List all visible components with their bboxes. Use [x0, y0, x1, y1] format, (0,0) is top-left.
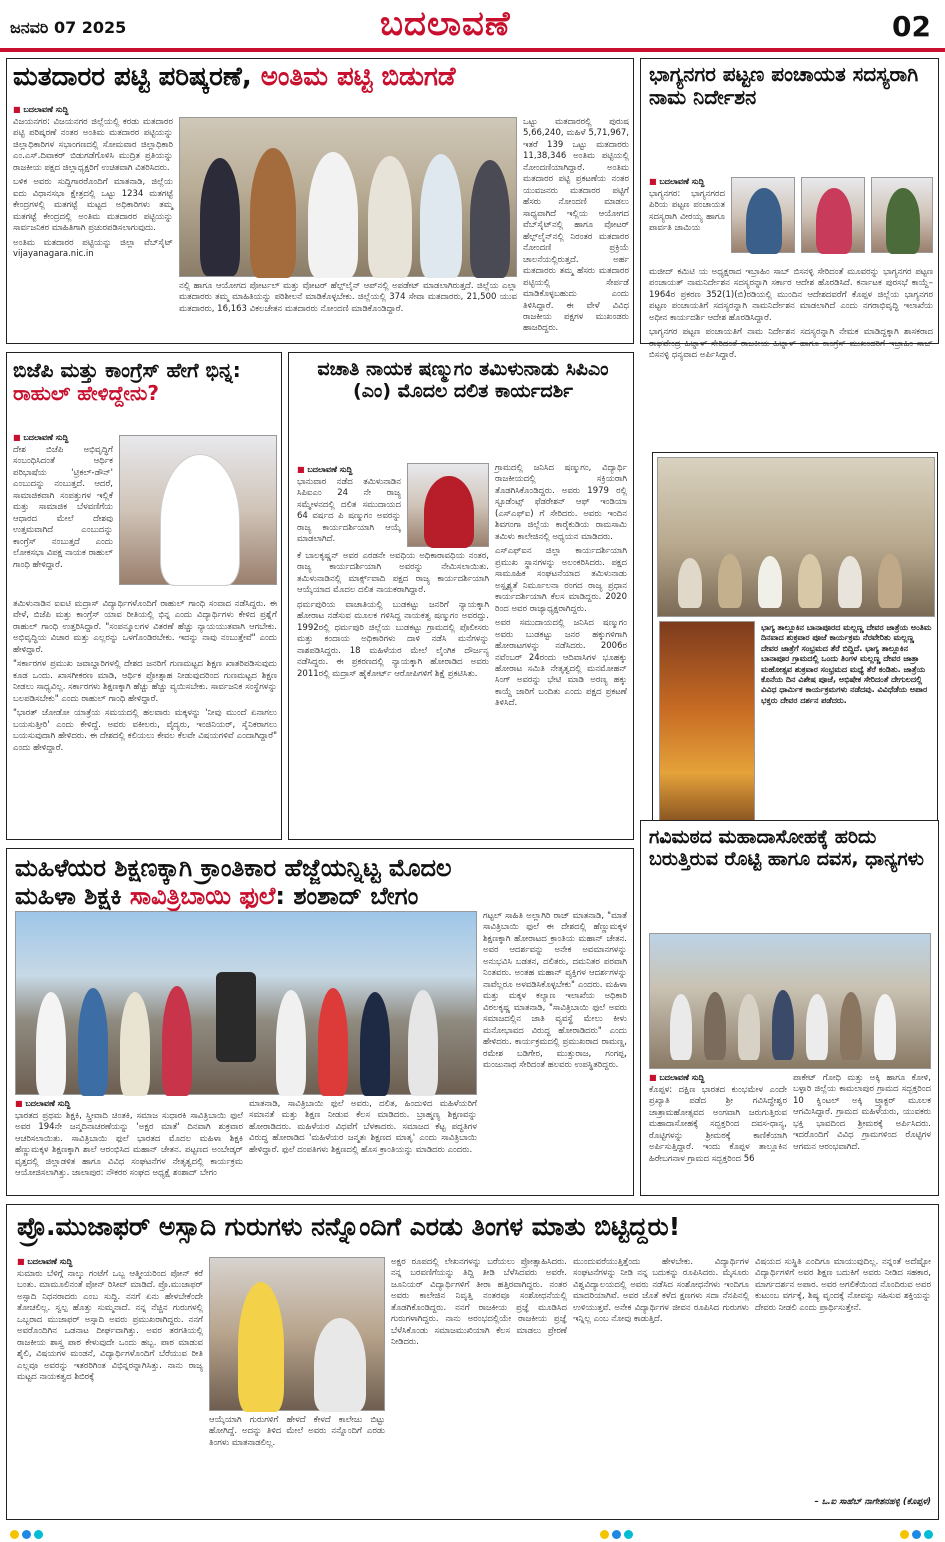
- footer-dot: [10, 1530, 19, 1539]
- phule-event-photo: [15, 911, 477, 1095]
- article-byline: ■ ಬದಲಾವಣೆ ಸುದ್ದಿ: [297, 465, 352, 475]
- masthead: [0, 0, 945, 52]
- article-byline: ■ ಬದಲಾವಣೆ ಸುದ್ದಿ: [649, 177, 704, 187]
- article-body: ತಮಿಳುನಾಡಿನ ಐಐಟಿ ಮದ್ರಾಸ್ ವಿದ್ಯಾರ್ಥಿಗಳೊಂದಿಗೆ ರಾಹುಲ್ ಗಾಂಧಿ ಸಂವಾದ ನಡೆಸಿದ್ದರು. ಈ ವೇಳೆ, ಬಿಜೆಪಿ ಮತ್ತು ಕಾಂಗ್ರೆಸ್ ಯಾವ ರೀತಿಯಲ್ಲಿ ಭಿನ್ನ ಎಂದು ವಿದ್ಯಾರ್ಥಿಗಳು ಕೇಳಿದ ಪ್ರಶ್ನೆಗೆ ರಾಹುಲ್ ಗಾಂಧಿ ಉತ್ತರಿಸಿದ್ದಾರೆ. "ಸಂಪನ್ಮೂಲಗಳ ವಿತರಣೆ ಹೆಚ್ಚು ನ್ಯಾಯಯುತವಾಗಿ ಆಗಬೇಕು. ಅಭಿವೃದ್ಧಿಯ ವಿಚಾರ ಮತ್ತು ಎಲ್ಲರನ್ನು ಒಳಗೊಂಡಿರಬೇಕು. ಇದನ್ನು ನಾವು ನಂಬುತ್ತೇವೆ" ಎಂದು ಹೇಳಿದ್ದಾರೆ. "ಸರ್ಕಾರಗಳ ಪ್ರಮುಖ ಜವಾಬ್ದಾರಿಗಳಲ್ಲಿ ದೇಶದ ಜನರಿಗೆ ಗುಣಮಟ್ಟದ ಶಿಕ್ಷಣ ಖಾತರಿಪಡಿಸುವುದು ಕೂಡ ಒಂದು. ಖಾಸಗೀಕರಣ ಮಾಡಿ, ಆರ್ಥಿಕ ಪ್ರೋತ್ಸಾಹ ನೀಡುವುದರಿಂದ ಗುಣಮಟ್ಟದ ಶಿಕ್ಷಣ ನೀಡಲು ಸಾಧ್ಯವಿಲ್ಲ. ಸರ್ಕಾರಗಳು ಶಿಕ್ಷಣಕ್ಕಾಗಿ ಹೆಚ್ಚು ಹೆಚ್ಚು ವ್ಯಯಿಸಬೇಕು. ಸಾರ್ವಜನಿಕ ಸಂಸ್ಥೆಗಳನ್ನು ಬಲಪಡಿಸಬೇಕು" ಎಂದು ರಾಹುಲ್ ಗಾಂಧಿ ಹೇಳಿದ್ದಾರೆ. "ಭಾರತ್ ಜೋಡೋ ಯಾತ್ರೆಯ ಸಮಯದಲ್ಲಿ ಹಲವಾರು ಮಕ್ಕಳನ್ನು 'ನೀವು ಮುಂದೆ ಏನಾಗಲು ಬಯಸುತ್ತೀರಿ' ಎಂದು ಕೇಳಿದ್ದೆ. ಅವರು ವಕೀಲರು, ವೈದ್ಯರು, ಇಂಜಿನಿಯರ್, ಸೈನಿಕರಾಗಲು ಬಯಸುವುದಾಗಿ ಹೇಳಿದರು. ಈ ದೇಶದಲ್ಲಿ ಕಲಿಯಲು ಕೇವಲ ಕೆಲವೇ ವಿಷಯಗಳಿವೆ ಎಂದಾಗಿದ್ದಾರೆ" ಎಂದು ಹೇಳಿದ್ದಾರೆ.: [13, 599, 277, 753]
- issue-date: ಜನವರಿ 07 2025: [10, 18, 127, 37]
- article-column: ಕೆ ಬಾಲಕೃಷ್ಣನ್ ಅವರ ಎರಡನೇ ಅವಧಿಯ ಅಧಿಕಾರಾವಧಿಯ ನಂತರ, ರಾಜ್ಯ ಕಾರ್ಯದರ್ಶಿಯಾಗಿ ಅವರನ್ನು ನೇಮಿಸಲಾಯಿತು. ತಮಿಳುನಾಡಿನಲ್ಲಿ ಮಾರ್ಕ್ಸ್‌ವಾದಿ ಪಕ್ಷದ ರಾಜ್ಯ ಕಾರ್ಯದರ್ಶಿಯಾಗಿ ಆಯ್ಕೆಯಾದ ಮೊದಲ ದಲಿತ ನಾಯಕರಾಗಿದ್ದಾರೆ. ಧರ್ಮಪುರಿಯ ವಾಚಾತಿಯಲ್ಲಿ ಬುಡಕಟ್ಟು ಜನರಿಗೆ ನ್ಯಾಯಕ್ಕಾಗಿ ಹೋರಾಟ ನಡೆಸುವ ಮೂಲಕ ಗಳಿಸಿದ್ದ ನಾಯಕತ್ವ ಷಣ್ಮುಗಂ ಅವರದ್ದು. 1992ರಲ್ಲಿ ಧರ್ಮಪುರಿ ಜಿಲ್ಲೆಯ ಬುಡಕಟ್ಟು ಗ್ರಾಮದಲ್ಲಿ ಪೊಲೀಸರು ಮತ್ತು ಕಂದಾಯ ಅಧಿಕಾರಿಗಳು ದಾಳಿ ನಡೆಸಿ ಮನೆಗಳನ್ನು ನಾಶಪಡಿಸಿದ್ದರು. 18 ಮಹಿಳೆಯರ ಮೇಲೆ ಲೈಂಗಿಕ ದೌರ್ಜನ್ಯ ನಡೆಸಿದ್ದರು. ಈ ಪ್ರಕರಣದಲ್ಲಿ ನ್ಯಾಯಕ್ಕಾಗಿ ಹೋರಾಡಿದ ಅವರು 2011ರಲ್ಲಿ ಮದ್ರಾಸ್ ಹೈಕೋರ್ಟ್ ಆರೋಪಿಗಳಿಗೆ ಶಿಕ್ಷೆ ಪ್ರಕಟಿಸಿತು.: [297, 551, 489, 679]
- article-column: ಗಟ್ಟಲ್ ಸಾಹಿತಿ ಅಲ್ಲಾಗಿರಿ ರಾಜ್ ಮಾತನಾಡಿ, "ಮಾತೆ ಸಾವಿತ್ರಿಬಾಯಿ ಫುಲೆ ಈ ದೇಶದಲ್ಲಿ ಹೆಣ್ಣುಮಕ್ಕಳ ಶಿಕ್ಷಣಕ್ಕಾಗಿ ಹೋರಾಟದ ಕ್ರಾಂತಿಯ ಮಹಾನ್ ಚೇತನ. ಅವರ ಆದರ್ಶವನ್ನು ಅನೇಕ ಅವಮಾನಗಳನ್ನು ಅನುಭವಿಸಿ ಬಡತನ, ದಲಿತರು, ದಮನಿತರ ಪರವಾಗಿ ನಿಂತವರು. ಅಂತಹ ಮಹಾನ್ ವ್ಯಕ್ತಿಗಳ ಆದರ್ಶಗಳನ್ನು ನಾವೆಲ್ಲರೂ ಅಳವಡಿಸಿಕೊಳ್ಳಬೇಕು" ಎಂದರು. ಮಹಿಳಾ ಮತ್ತು ಮಕ್ಕಳ ಕಲ್ಯಾಣ ಇಲಾಖೆಯ ಅಧಿಕಾರಿ ವಿಠಲಕೃಷ್ಣ ಮಾತನಾಡಿ, "ಸಾವಿತ್ರಿಬಾಯಿ ಫುಲೆ ಅವರು ಸಮಾಜದಲ್ಲಿನ ಜಾತಿ ವ್ಯವಸ್ಥೆ ಮೇಲು ಕೀಳು ಮನೋಭಾವದ ವಿರುದ್ಧ ಹೋರಾಡಿದರು" ಎಂದು ಹೇಳಿದರು. ಕಾರ್ಯಕ್ರಮದಲ್ಲಿ ಪ್ರಮುಖರಾದ ರಾಮಣ್ಣ, ರಮೇಶ ಬಡಿಗೇರ, ಮುತ್ತುರಾಜ, ಗಂಗಪ್ಪ, ಮಂಜುನಾಥ ಸೇರಿದಂತೆ ಹಲವರು ಉಪಸ್ಥಿತರಿದ್ದರು.: [483, 911, 627, 1071]
- masthead-rule: [0, 48, 945, 52]
- article-byline: ■ ಬದಲಾವಣೆ ಸುದ್ದಿ: [649, 1073, 704, 1083]
- footer-dot: [22, 1530, 31, 1539]
- page-number: 02: [892, 10, 931, 43]
- article-column: ಭಾರತದ ಪ್ರಥಮ ಶಿಕ್ಷಕಿ, ಸ್ತ್ರೀವಾದಿ ಚಿಂತಕಿ, ಸಮಾಜ ಸುಧಾರಕಿ ಸಾವಿತ್ರಿಬಾಯಿ ಫುಲೆ ಅವರ 194ನೇ ಜನ್ಮದಿನಾಚರಣೆಯನ್ನು 'ಅಕ್ಷರ ಮಾತೆ' ದಿನವಾಗಿ ಶುಕ್ರವಾರ ಆಚರಿಸಲಾಯಿತು. ಸಾವಿತ್ರಿಬಾಯಿ ಫುಲೆ ಭಾರತದ ಮೊದಲ ಮಹಿಳಾ ಶಿಕ್ಷಕಿ ಹೆಣ್ಣುಮಕ್ಕಳ ಶಿಕ್ಷಣಕ್ಕಾಗಿ ಶಾಲೆ ಆರಂಭಿಸಿದ ಮಹಾನ್ ಚೇತನ. ಪಟ್ಟಣದ ಅಂಬೇಡ್ಕರ್ ವೃತ್ತದಲ್ಲಿ ಜಿಲ್ಲಾಡಳಿತ ಹಾಗೂ ವಿವಿಧ ಸಂಘಟನೆಗಳ ನೇತೃತ್ವದಲ್ಲಿ ಕಾರ್ಯಕ್ರಮ ಆಯೋಜಿಸಲಾಗಿತ್ತು. ಜಾಲಾಪುರ: ನೌಕರರ ಸಂಘದ ಅಧ್ಯಕ್ಷೆ ಶಂಶಾದ್ ಬೇಗಂ: [15, 1111, 243, 1179]
- article-column: ಒಟ್ಟು ಮತದಾರರಲ್ಲಿ ಪುರುಷ 5,66,240, ಮಹಿಳೆ 5,71,967, ಇತರೆ 139 ಒಟ್ಟು ಮತದಾರರು 11,38,346 ಅಂತಿಮ ಪಟ್ಟಿಯಲ್ಲಿ ನೋಂದಣಿಯಾಗಿದ್ದಾರೆ. ಅಂತಿಮ ಮತದಾರರ ಪಟ್ಟಿ ಪ್ರಕಟಣೆಯ ನಂತರ ಯುವಜನರು ಮತದಾರರ ಪಟ್ಟಿಗೆ ಹೆಸರು ನೋಂದಣಿ ಮಾಡಲು ಸಾಧ್ಯವಾಗಿದೆ ಇಲ್ಲಿಯ ಆಯೋಗದ ವೆಬ್‌ಸೈಟ್‌ನಲ್ಲಿ ಹಾಗೂ ವೋಟರ್ ಹೆಲ್ಪ್‌ಲೈನ್‌ನಲ್ಲಿ ನಿರಂತರ ಮತದಾರರ ನೋಂದಣಿ ಪ್ರಕ್ರಿಯೆ ಚಾಲನೆಯಲ್ಲಿರುತ್ತದೆ. ಅರ್ಹ ಮತದಾರರು ತಮ್ಮ ಹೆಸರು ಮತದಾರರ ಪಟ್ಟಿಯಲ್ಲಿ ಸೇರ್ಪಡೆ ಮಾಡಿಕೊಳ್ಳಬಹುದು ಎಂದು ತಿಳಿಸಿದ್ದಾರೆ. ಈ ವೇಳೆ ವಿವಿಧ ರಾಜಕೀಯ ಪಕ್ಷಗಳ ಮುಖಂಡರು ಹಾಜರಿದ್ದರು.: [523, 117, 629, 334]
- article-column: ಕೊಪ್ಪಳ: ದಕ್ಷಿಣ ಭಾರತದ ಕುಂಭಮೇಳ ಎಂದೇ ಪ್ರಖ್ಯಾತಿ ಪಡೆದ ಶ್ರೀ ಗವಿಸಿದ್ಧೇಶ್ವರ ಜಾತ್ರಾಮಹೋತ್ಸವದ ಅಂಗವಾಗಿ ಜರುಗುತ್ತಿರುವ ಮಹಾದಾಸೋಹಕ್ಕೆ ಸದ್ಭಕ್ತರಿಂದ ದವಸ-ಧಾನ್ಯ, ರೊಟ್ಟಿಗಳನ್ನು ಶ್ರೀಮಠಕ್ಕೆ ಕಾಣಿಕೆಯಾಗಿ ಅರ್ಪಿಸುತ್ತಿದ್ದಾರೆ. ಇಂದು ಕೊಪ್ಪಳ ತಾಲ್ಲೂಕಿನ ಹಿರೇಬಗನಾಳ ಗ್ರಾಮದ ಸದ್ಭಕ್ತರಿಂದ 56: [649, 1085, 787, 1164]
- article-headline: ವಚಾತಿ ನಾಯಕ ಷಣ್ಮುಗಂ ತಮಿಳುನಾಡು ಸಿಪಿಎಂ (ಎಂ) ಮೊದಲ ದಲಿತ ಕಾರ್ಯದರ್ಶಿ: [317, 358, 609, 402]
- officials-photo: [179, 117, 517, 277]
- footer-dot: [912, 1530, 921, 1539]
- member-portrait: [871, 177, 933, 253]
- article-intro: ಭಾಗ್ಯನಗರ: ಭಾಗ್ಯನಗರದ ಪಿರಿಯ ಪಟ್ಟಣ ಪಂಚಾಯತ ಸದಸ್ಯರಾಗಿ ವೀರಯ್ಯ ಹಾಗೂ ಪಾರ್ವತಿ ಜಾಮಿಯ: [649, 189, 725, 234]
- article-column: ಅಕ್ಷರ ರೂಪದಲ್ಲಿ ಲೇಖನಗಳನ್ನು ಬರೆಯಲು ಪ್ರೋತ್ಸಾಹಿಸಿದರು. ನನ್ನ ಬರವಣಿಗೆಯನ್ನು ತಿದ್ದಿ ತೀಡಿ ಬೆಳೆಸಿದವರು ಅವರೇ. ಜೂನಿಯರ್ ವಿದ್ಯಾರ್ಥಿಗಳಿಗೆ ತೀರಾ ಹತ್ತಿರವಾಗಿದ್ದರು. ನಂತರ ಅವರು ಕಾಲೇಜಿನ ನಿವೃತ್ತಿ ನಂತರವೂ ಸಂಶೋಧನೆಯಲ್ಲಿ ತೊಡಗಿಕೊಂಡಿದ್ದರು. ನನಗೆ ರಾಜಕೀಯ ಪ್ರಜ್ಞೆ ಮೂಡಿಸಿದ ಗುರುಗಳಾಗಿದ್ದರು. ನಾನು ಅರಂಭದಲ್ಲಿಯೇ ರಾಜಕೀಯ ಪ್ರಜ್ಞೆ ಬೆಳೆಸಿಕೊಂಡು ಸಮಾಜಮುಖಿಯಾಗಿ ಕೆಲಸ ಮಾಡಲು ಪ್ರೇರಣೆ ನೀಡಿದರು.: [391, 1257, 567, 1348]
- article-column: ಮಾತನಾಡಿ, ಸಾವಿತ್ರಿಬಾಯಿ ಫುಲೆ ಅವರು, ದಲಿತ, ಹಿಂದುಳಿದ ಮಹಿಳೆಯರಿಗೆ ಸಮಾನತೆ ಮತ್ತು ಶಿಕ್ಷಣ ನೀಡುವ ಕೆಲಸ ಮಾಡಿದರು. ಬ್ರಾಹ್ಮಣ್ಯ ಶಿಕ್ಷಣವನ್ನು ಹೋರಾಡಿದರು. ಮಹಿಳೆಯರ ವಿಧವೆಗೆ ಬೆಳಕಾದರು. ಸಮಾಜದ ಕೆಟ್ಟ ಪದ್ಧತಿಗಳ ವಿರುದ್ಧ ಹೋರಾಡಿದ 'ಮಹಿಳೆಯರ ಜನ್ಮತಃ ಶಿಕ್ಷಣದ ಮಾತೃ' ಎಂದು ಸಾವಿತ್ರಿಬಾಯಿ ಹೇಳಿದ್ದಾರೆ. ಫುಲೆ ದಂಪತಿಗಳು ಶಿಕ್ಷಣದಲ್ಲಿ ಹೊಸ ಕ್ರಾಂತಿಯನ್ನು ಮಾಡಿದರು ಎಂದರು.: [249, 1099, 477, 1155]
- article-column: ಗ್ರಾಮದಲ್ಲಿ ಜನಿಸಿದ ಷಣ್ಮುಗಂ, ವಿದ್ಯಾರ್ಥಿ ರಾಜಕೀಯದಲ್ಲಿ ಸಕ್ರಿಯರಾಗಿ ತೊಡಗಿಸಿಕೊಂಡಿದ್ದರು. ಅವರು 1979 ರಲ್ಲಿ ಸ್ಟೂಡೆಂಟ್ಸ್ ಫೆಡರೇಶನ್ ಆಫ್ ಇಂಡಿಯಾ (ಎಸ್‌ಎಫ್‌ಐ) ಗೆ ಸೇರಿದರು. ಅವರು ಇಂದಿನ ಶಿವಗಂಗಾ ಜಿಲ್ಲೆಯ ಕಾರೈಕುಡಿಯ ರಾಮಸಾಮಿ ತಮಿಳು ಕಾಲೇಜಿನಲ್ಲಿ ಅಧ್ಯಯನ ಮಾಡಿದರು. ಎಸ್‌ಎಫ್‌ಐನ ಜಿಲ್ಲಾ ಕಾರ್ಯದರ್ಶಿಯಾಗಿ ಪ್ರಮುಖ ಸ್ಥಾನಗಳನ್ನು ಅಲಂಕರಿಸಿದರು. ಪಕ್ಷದ ಸಾಮೂಹಿಕ ಸಂಘಟನೆಯಾದ ತಮಿಳುನಾಡು ಅಸ್ಪೃಶ್ಯತೆ ನಿರ್ಮೂಲನಾ ರಂಗದ ರಾಜ್ಯ ಪ್ರಧಾನ ಕಾರ್ಯದರ್ಶಿಯಾಗಿ ಕೆಲಸ ಮಾಡಿದ್ದರು. 2020 ರಿಂದ ಅವರ ರಾಜ್ಯಾಧ್ಯಕ್ಷರಾಗಿದ್ದರು. ಅವರ ಸಮುದಾಯದಲ್ಲಿ ಜನಿಸಿದ ಷಣ್ಮುಗಂ ಅವರು ಬುಡಕಟ್ಟು ಜನರ ಹಕ್ಕುಗಳಿಗಾಗಿ ಹೋರಾಟಗಳನ್ನು ನಡೆಸಿದರು. 2006ರ ನವೆಂಬರ್ 24ರಂದು ಆದಿವಾಸಿಗಳ ಭೂಹಕ್ಕು ಹೋರಾಟ ಸಮಿತಿ ನೇತೃತ್ವದಲ್ಲಿ ಮನಮೋಹನ್ ಸಿಂಗ್ ಅವರನ್ನು ಭೇಟಿ ಮಾಡಿ ಅರಣ್ಯ ಹಕ್ಕು ಕಾಯ್ದೆ ಜಾರಿಗೆ ಬಂದಿತು ಎಂದು ಪಕ್ಷದ ಪ್ರಕಟಣೆ ತಿಳಿಸಿದೆ.: [495, 463, 627, 709]
- footer-dot: [624, 1530, 633, 1539]
- footer-dot: [924, 1530, 933, 1539]
- article-body: ಮಜೀದ್ ಕಮಿಟಿ ಯ ಅಧ್ಯಕ್ಷರಾದ ಇಬ್ರಾಹಿಂ ಸಾಬ್ ಬಿಸನಳ್ಳಿ ಸೇರಿದಂತೆ ಮೂವರನ್ನು ಭಾಗ್ಯನಗರ ಪಟ್ಟಣ ಪಂಚಾಯತ್ ನಾಮನಿರ್ದೇಶನ ಸದಸ್ಯರನ್ನಾಗಿ ಸರ್ಕಾರ ಆದೇಶ ಹೊರಡಿಸಿದೆ. ಕರ್ನಾಟಕ ಪುರಸಭೆ ಕಾಯ್ದೆ–1964ರ ಪ್ರಕರಣ 352(1)(ಬಿ)ರಡಿಯಲ್ಲಿ ಮುಂದಿನ ಆದೇಶದವರೆಗೆ ಕೊಪ್ಪಳ ಜಿಲ್ಲೆಯ ಭಾಗ್ಯನಗರ ಪಟ್ಟಣ ಪಂಚಾಯತಿಗೆ ಸದಸ್ಯರನ್ನಾಗಿ ನಾಮನಿರ್ದೇಶನ ಮಾಡಲಾಗಿದೆ ಎಂದು ನಗರಾಭಿವೃದ್ಧಿ ಇಲಾಖೆಯ ಅಧೀನ ಕಾರ್ಯದರ್ಶಿ ಆದೇಶ ಹೊರಡಿಸಿದ್ದಾರೆ. ಭಾಗ್ಯನಗರ ಪಟ್ಟಣ ಪಂಚಾಯತಿಗೆ ನಾಮ ನಿರ್ದೇಶನ ಸದಸ್ಯರನ್ನಾಗಿ ನೇಮಕ ಮಾಡಿದ್ದಕ್ಕಾಗಿ ಶಾಸಕರಾದ ರಾಘವೇಂದ್ರ ಹಿಟ್ನಾಳ್ ಸೇರಿದಂತೆ ರಾಜಕೀಯ ಹಿಟ್ನಾಳ್ ಹಾಗೂ ಕಾಂಗ್ರೆಸ್ ಮುಖಂಡರಿಗೆ ಇಬ್ರಾಹಿಂ ಸಾಬ್ ಬಿಸನಳ್ಳಿ ಧನ್ಯವಾದ ಅರ್ಪಿಸಿದ್ದಾರೆ.: [649, 267, 933, 361]
- article-column: ಪಾಕೇಟ್ ಗೋಧಿ ಮತ್ತು ಅಕ್ಕಿ ಹಾಗೂ ಕೋಳಿ, ಬಳ್ಳಾರಿ ಜಿಲ್ಲೆಯ ಕಾಮಲಾಪುರ ಗ್ರಾಮದ ಸದ್ಭಕ್ತರಿಂದ 10 ಕ್ವಿಂಟಲ್ ಅಕ್ಕಿ ಟ್ರ್ಯಾಕ್ಟರ್ ಮೂಲಕ ಆಗಮಿಸಿದ್ದಾರೆ. ಗ್ರಾಮದ ಮಹಿಳೆಯರು, ಯುವಕರು ಭಕ್ತಿ ಭಾವದಿಂದ ಶ್ರೀಮಠಕ್ಕೆ ಅರ್ಪಿಸಿದರು. ಇದರೊಂದಿಗೆ ವಿವಿಧ ಗ್ರಾಮಗಳಿಂದ ರೊಟ್ಟಿಗಳ ಆಗಮನ ಆರಂಭವಾಗಿದೆ.: [793, 1073, 931, 1152]
- member-portrait: [731, 177, 795, 253]
- footer-dot: [900, 1530, 909, 1539]
- article-rahul-gandhi: [6, 352, 282, 840]
- article-gavimath: [640, 820, 939, 1196]
- article-continuation: ನಲ್ಲಿ ಹಾಗೂ ಆಯೋಗದ ಪೋರ್ಟಲ್ ಮತ್ತು ವೋಟರ್ ಹೆಲ್ಪ್‌ಲೈನ್ ಆಪ್‌ನಲ್ಲಿ ಅಪಡೇಟ್ ಮಾಡಲಾಗಿರುತ್ತದೆ. ಜಿಲ್ಲೆಯ ಎಲ್ಲಾ ಮತದಾರರು ತಮ್ಮ ಮಾಹಿತಿಯನ್ನು ಪರಿಶೀಲನೆ ಮಾಡಿಕೊಳ್ಳಬೇಕು. ಜಿಲ್ಲೆಯಲ್ಲಿ 374 ಸೇವಾ ಮತದಾರರು, 21,500 ಯುವ ಮತದಾರರು, 16,163 ವಿಕಲಚೇತನ ಮತದಾರರು ನೋಂದಣಿ ಮಾಡಿಕೊಂಡಿದ್ದಾರೆ.: [179, 281, 517, 314]
- article-savitribai-phule: [6, 848, 634, 1196]
- footer-dot: [34, 1530, 43, 1539]
- gavimath-devotees-photo: [649, 933, 931, 1069]
- article-intro: ದೇಶ ಬಿಜೆಪಿ ಅಭಿವೃದ್ಧಿಗೆ ಸಂಬಂಧಿಸಿದಂತೆ ಆರ್ಥಿಕ ಪರಿಭಾಷೆಯ 'ಟ್ರಿಕಲ್-ಡೌನ್' ಎಂಬುದನ್ನು ನಂಬುತ್ತದೆ. ಆದರೆ, ಸಾಮಾಜಿಕವಾಗಿ ಸಂಪತ್ತುಗಳ ಇಲ್ಲಿಕೆ ಮತ್ತು ಸಾಮಾಜಿಕ ಬೆಳವಣಿಗೆಯ ಆಧಾರದ ಮೇಲೆ ದೇಶವು ಉತ್ತಮವಾಗಿದೆ ಎಂಬುದನ್ನು ಕಾಂಗ್ರೆಸ್ ನಂಬುತ್ತದೆ ಎಂದು ಲೋಕಸಭಾ ವಿಪಕ್ಷ ನಾಯಕ ರಾಹುಲ್ ಗಾಂಧಿ ಹೇಳಿದ್ದಾರೆ.: [13, 445, 113, 570]
- article-headline: ಗವಿಮಠದ ಮಹಾದಾಸೋಹಕ್ಕೆ ಹರಿದು ಬರುತ್ತಿರುವ ರೊಟ್ಟಿ ಹಾಗೂ ದವಸ, ಧಾನ್ಯಗಳು: [649, 826, 924, 870]
- article-column: ಸುಮಾರು ಬೆಳಿಗ್ಗೆ ನಾಲ್ಕು ಗಂಟೆಗೆ ಒಬ್ಬ ಆತ್ಮೀಯರಿಂದ ಪೋನ್ ಕರೆ ಬಂತು. ಮಾಮೂಲಿನಂತೆ ಪೋನ್ ರಿಸೀವ್ ಮಾಡಿದೆ. ಪ್ರೊ.ಮುಜಾಫರ್ ಅಸ್ಸಾದಿ ನಿಧನರಾದರು ಎಂಬ ಸುದ್ದಿ. ನನಗೆ ಏನು ಹೇಳಬೇಕೆಂದೇ ತೋಚಲಿಲ್ಲ. ಸ್ವಲ್ಪ ಹೊತ್ತು ಸುಮ್ಮನಾದೆ. ನನ್ನ ನೆಚ್ಚಿನ ಗುರುಗಳಲ್ಲಿ ಒಬ್ಬರಾದ ಮುಜಾಫರ್ ಅಸ್ಸಾದಿ ಅವರು ಪ್ರಮುಖರಾಗಿದ್ದರು. ನನಗೆ ಅವರೊಂದಿಗಿನ ಒಡನಾಟ ದೀರ್ಘವಾಗಿತ್ತು. ಅವರ ತರಗತಿಯಲ್ಲಿ ರಾಜಕೀಯ ಶಾಸ್ತ್ರ ಪಾಠ ಕೇಳುವುದೇ ಒಂದು ಹಬ್ಬ. ಪಾಠ ಮಾಡುವ ಶೈಲಿ, ವಿಷಯಗಳ ಮಂಡನೆ, ವಿದ್ಯಾರ್ಥಿಗಳೊಂದಿಗೆ ಬೆರೆಯುವ ರೀತಿ ಎಲ್ಲವೂ ಅವರನ್ನು ಇತರರಿಗಿಂತ ವಿಭಿನ್ನರನ್ನಾಗಿಸಿತ್ತು. ನಾನು ರಾಜ್ಯ ಮಟ್ಟದ ನಾಯಕತ್ವದ ಶಿಬಿರಕ್ಕೆ: [17, 1269, 203, 1383]
- photo-feature-jatre: [652, 452, 938, 842]
- article-byline: ■ ಬದಲಾವಣೆ ಸುದ್ದಿ: [13, 105, 68, 115]
- article-column: ಮುಂದುವರೆಯುತ್ತಿತ್ತೆಂದು ಹೇಳಬೇಕು. ವಿದ್ಯಾರ್ಥಿಗಳ ಸಂಘಟನೆಗಳನ್ನು ನೀಡಿ ನನ್ನ ಬದುಕನ್ನು ರೂಪಿಸಿದರು. ಮೈಸೂರು ವಿಶ್ವವಿದ್ಯಾಲಯದಲ್ಲಿ ಅವರು ನಡೆಸಿದ ಸಂಶೋಧನೆಗಳು ಇಂದಿಗೂ ಮಾದರಿಯಾಗಿವೆ. ಅವರ ಜೊತೆ ಕಳೆದ ಕ್ಷಣಗಳು ಸದಾ ನೆನಪಿನಲ್ಲಿ ಉಳಿಯುತ್ತವೆ. ಅನೇಕ ವಿದ್ಯಾರ್ಥಿಗಳ ಜೀವನ ರೂಪಿಸಿದ ಗುರುಗಳು ಇನ್ನಿಲ್ಲ ಎಂಬ ನೋವು ಕಾಡುತ್ತಿದೆ.: [573, 1257, 749, 1325]
- article-byline: ■ ಬದಲಾವಣೆ ಸುದ್ದಿ: [15, 1099, 70, 1109]
- article-byline: ■ ಬದಲಾವಣೆ ಸುದ್ದಿ: [13, 433, 68, 443]
- article-intro: ಭಾನುವಾರ ನಡೆದ ತಮಿಳುನಾಡಿನ ಸಿಪಿಐಎಂ 24 ನೇ ರಾಜ್ಯ ಸಮ್ಮೇಳನದಲ್ಲಿ ದಲಿತ ಸಮುದಾಯದ 64 ವರ್ಷದ ಪಿ ಷಣ್ಮುಗಂ ಅವರನ್ನು ರಾಜ್ಯ ಕಾರ್ಯದರ್ಶಿಯಾಗಿ ಆಯ್ಕೆ ಮಾಡಲಾಗಿದೆ.: [297, 477, 401, 545]
- photo-caption: ಭಾಗ್ಯ ತಾಲ್ಲೂಕಿನ ಬಾನಾಪೂರದ ಮಲ್ಲಣ್ಣ ದೇವರ ಜಾತ್ರೆಯ ಅಂತಿಮ ದಿನವಾದ ಶುಕ್ರವಾರ ಪೂಜೆ ಕಾರ್ಯಕ್ರಮ ನೆರವೇರಿತು ಮಲ್ಲಣ್ಣ ದೇವರ ಜಾತ್ರೆಗೆ ಸಂಭ್ರಮದ ತೆರೆ ಬಿದ್ದಿದೆ. ಭಾಗ್ಯ ತಾಲ್ಲೂಕಿನ ಬಾನಾಪೂರ ಗ್ರಾಮದಲ್ಲಿ ಒಂದು ತಿಂಗಳ ಮಲ್ಲಣ್ಣ ದೇವರ ಜಾತ್ರಾ ಮಹೋತ್ಸವ ಶುಕ್ರವಾರ ಸಂಭ್ರಮದ ಮಧ್ಯೆ ತೆರೆ ಕಂಡಿತು. ಜಾತ್ರೆಯ ಕೊನೆಯ ದಿನ ವಿಶೇಷ ಪೂಜೆ, ಅಭಿಷೇಕ ಸೇರಿದಂತೆ ದೇಗುಲದಲ್ಲಿ ವಿವಿಧ ಧಾರ್ಮಿಕ ಕಾರ್ಯಕ್ರಮಗಳು ನಡೆದವು. ವಿವಿಧೆಡೆಯ ಅಪಾರ ಭಕ್ತರು ದೇವರ ದರ್ಶನ ಪಡೆದರು.: [761, 623, 933, 837]
- article-bhagyanagar-nomination: [640, 58, 939, 361]
- article-voter-list: [6, 58, 634, 344]
- jatre-gathering-photo: [657, 457, 935, 617]
- article-byline: ■ ಬದಲಾವಣೆ ಸುದ್ದಿ: [17, 1257, 72, 1267]
- footer-dot: [612, 1530, 621, 1539]
- rahul-gandhi-photo: [119, 435, 277, 585]
- article-headline: ಬಿಜೆಪಿ ಮತ್ತು ಕಾಂಗ್ರೆಸ್ ಹೇಗೆ ಭಿನ್ನ: ರಾಹುಲ್ ಹೇಳಿದ್ದೇನು?: [13, 358, 241, 405]
- article-headline: ಮಹಿಳೆಯರ ಶಿಕ್ಷಣಕ್ಕಾಗಿ ಕ್ರಾಂತಿಕಾರ ಹೆಜ್ಜೆಯನ್ನಿಟ್ಟ ಮೊದಲ ಮಹಿಳಾ ಶಿಕ್ಷಕಿ ಸಾವಿತ್ರಿಬಾಯಿ ಫುಲೆ: ಶಂಶಾದ್ ಬೇಗಂ: [15, 854, 452, 910]
- article-shanmugam: [288, 352, 634, 840]
- photo-caption: ಆಯ್ಕೆಯಾಗಿ ಗುರುಗಳಿಗೆ ಹೇಳದೆ ಕೇಳದೆ ಕಾಲೇಜು ಬಿಟ್ಟು ಹೋಗಿದ್ದೆ. ಅದನ್ನು ತಿಳಿದ ಮೇಲೆ ಅವರು ನನ್ನೊಂದಿಗೆ ಎರಡು ತಿಂಗಳು ಮಾತನಾಡಲಿಲ್ಲ.: [209, 1415, 385, 1448]
- author-signature: – ಒ.ಐ ಸಾಹೆಬ್ ನಾಗೇಶನಹಳ್ಳಿ (ಕೊಪ್ಪಳ): [814, 1497, 931, 1507]
- footer-dot: [600, 1530, 609, 1539]
- newspaper-title: ಬದಲಾವಣೆ: [380, 4, 511, 44]
- article-muzaffar-assadi: [6, 1204, 939, 1520]
- article-headline: ಪ್ರೊ.ಮುಜಾಫರ್ ಅಸ್ಸಾದಿ ಗುರುಗಳು ನನ್ನೊಂದಿಗೆ ಎರಡು ತಿಂಗಳ ಮಾತು ಬಿಟ್ಟಿದ್ದರು!: [17, 1212, 681, 1241]
- shanmugam-photo: [407, 463, 489, 547]
- article-column: ವಿಷಯದ ಸುಸ್ಥಿತಿ ಎಂದಿಗೂ ಮಾಯುವುದಿಲ್ಲ. ನನ್ನಂತೆ ಅದೆಷ್ಟೋ ವಿದ್ಯಾರ್ಥಿಗಳಿಗೆ ಅವರ ಶಿಕ್ಷಣ ಬದುಕಿಗೆ ಅವರು ನೀಡಿದ ಸಹಕಾರ, ಮಾರ್ಗದರ್ಶನ ಅಪಾರ. ಅವರ ಅಗಲಿಕೆಯಿಂದ ನೊಂದಿರುವ ಅವರ ಕುಟುಂಬ ವರ್ಗಕ್ಕೆ, ಶಿಷ್ಯ ವೃಂದಕ್ಕೆ ನೋವನ್ನು ಸಹಿಸುವ ಶಕ್ತಿಯನ್ನು ದೇವರು ನೀಡಲಿ ಎಂದು ಪ್ರಾರ್ಥಿಸುತ್ತೇನೆ.: [755, 1257, 931, 1313]
- article-headline: ಭಾಗ್ಯನಗರ ಪಟ್ಟಣ ಪಂಚಾಯತ ಸದಸ್ಯರಾಗಿ ನಾಮ ನಿರ್ದೇಶನ: [649, 62, 919, 109]
- article-column: ವಿಜಯನಗರ: ವಿಜಯನಗರ ಜಿಲ್ಲೆಯಲ್ಲಿ ಕರಡು ಮತದಾರರ ಪಟ್ಟಿ ಪರಿಷ್ಕರಣೆ ನಂತರ ಅಂತಿಮ ಮತದಾರರ ಪಟ್ಟಿಯನ್ನು ಜಿಲ್ಲಾಧಿಕಾರಿಗಳ ಸಭಾಂಗಣದಲ್ಲಿ ಸೋಮವಾರ ಜಿಲ್ಲಾಧಿಕಾರಿ ಎಂ.ಎಸ್.ದಿವಾಕರ್ ಬಿಡುಗಡೆಗೊಳಿಸಿ ಮುದ್ರಿತ ಪ್ರತಿಯನ್ನು ರಾಜಕೀಯ ಪಕ್ಷದ ಜಿಲ್ಲಾಧ್ಯಕ್ಷರಿಗೆ ಉಚಿತವಾಗಿ ವಿತರಿಸಿದರು. ಬಳಿಕ ಅವರು ಸುದ್ದಿಗಾರರೊಂದಿಗೆ ಮಾತನಾಡಿ, ಜಿಲ್ಲೆಯ ಐದು ವಿಧಾನಸಭಾ ಕ್ಷೇತ್ರದಲ್ಲಿ ಒಟ್ಟು 1234 ಮತಗಟ್ಟೆ ಕೇಂದ್ರಗಳಲ್ಲಿ ಮತಗಟ್ಟೆ ಮಟ್ಟದ ಅಧಿಕಾರಿಗಳು ತಮ್ಮ ಮತಗಟ್ಟೆ ಕೇಂದ್ರದಲ್ಲಿ ಅಂತಿಮ ಮತದಾರರ ಪಟ್ಟಿಯನ್ನು ಸಾರ್ವಜನಿಕರ ಮಾಹಿತಿಗಾಗಿ ಪ್ರಚುರಪಡಿಸಲಾಗುವುದು. ಅಂತಿಮ ಮತದಾರರ ಪಟ್ಟಿಯನ್ನು ಜಿಲ್ಲಾ ವೆಬ್‌ಸೈಟ್ vijayanagara.nic.in: [13, 117, 173, 260]
- article-headline: ಮತದಾರರ ಪಟ್ಟಿ ಪರಿಷ್ಕರಣೆ, ಅಂತಿಮ ಪಟ್ಟಿ ಬಿಡುಗಡೆ: [13, 62, 456, 92]
- page-footer: [0, 1526, 945, 1542]
- puja-photo: [659, 621, 755, 839]
- member-portrait: [801, 177, 865, 253]
- professor-photo: [209, 1257, 385, 1411]
